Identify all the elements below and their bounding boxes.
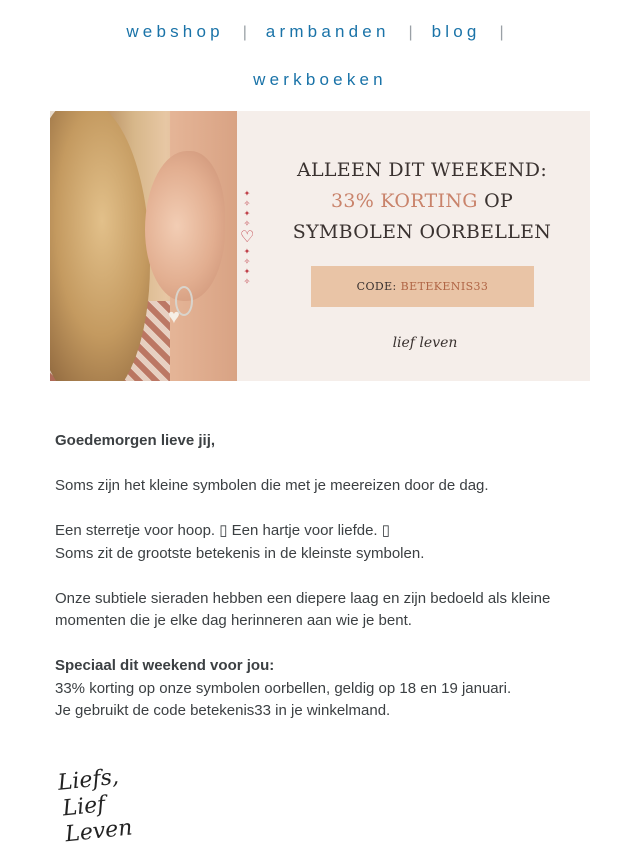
discount-code-box [311,266,534,307]
nav-link-webshop[interactable]: webshop [126,22,224,41]
nav-link-blog[interactable]: blog [431,22,481,41]
heart-charm-icon: ♥ [168,306,180,328]
nav-separator: | [408,24,413,41]
signature-line1: Liefs, [56,764,121,796]
nav-link-werkboeken[interactable]: werkboeken [253,70,387,89]
headline-line-1: ALLEEN DIT WEEKEND: [296,159,548,181]
brand-logo: lief leven [392,335,458,351]
headline-discount: 33% KORTING [330,190,478,212]
handwritten-signature [56,759,174,848]
paragraph-jewelry: Onze subtiele sieraden hebben een diepere laag en zijn bedoeld als kleine momenten die je elke dag herinneren aan wie je bent. [55,589,551,629]
special-offer-line2: Je gebruikt de code betekenis33 in je winkelmand. [55,702,391,719]
special-offer-line1: 33% korting op onze symbolen oorbellen, geldig op 18 en 19 januari. [55,679,512,697]
paragraph-symbols-line1: Een sterretje voor hoop. ▯ Een hartje voor liefde. ▯ [55,522,391,539]
headline-line-3: SYMBOLEN OORBELLEN [292,221,552,243]
nav-separator: | [499,24,504,41]
nav-separator: | [242,24,247,41]
stars-heart-decoration-icon: ✦ ✧ ✦ ✧ ♡ ✦ ✧ ✦ ✧ [240,189,255,286]
nav-row [0,70,640,90]
promo-banner[interactable] [50,111,590,381]
nav-link-armbanden[interactable]: armbanden [265,22,390,41]
email-body [55,430,595,723]
banner-headline [287,155,557,248]
signature-line2: Lief Leven [61,792,134,848]
paragraph-symbols-line2: Soms zit de grootste betekenis in de kleinste symbolen. [55,544,425,562]
special-heading: Speciaal dit weekend voor jou: [55,657,275,674]
paragraph-intro: Soms zijn het kleine symbolen die met je meereizen door de dag. [55,477,489,494]
greeting: Goedemorgen lieve jij, [55,432,216,449]
banner-photo-earring-model [50,111,237,381]
nav-row [0,22,640,42]
headline-line-2: 33% KORTING OP [330,190,514,212]
code-label: CODE: [356,280,397,293]
code-value: BETEKENIS33 [400,280,489,293]
